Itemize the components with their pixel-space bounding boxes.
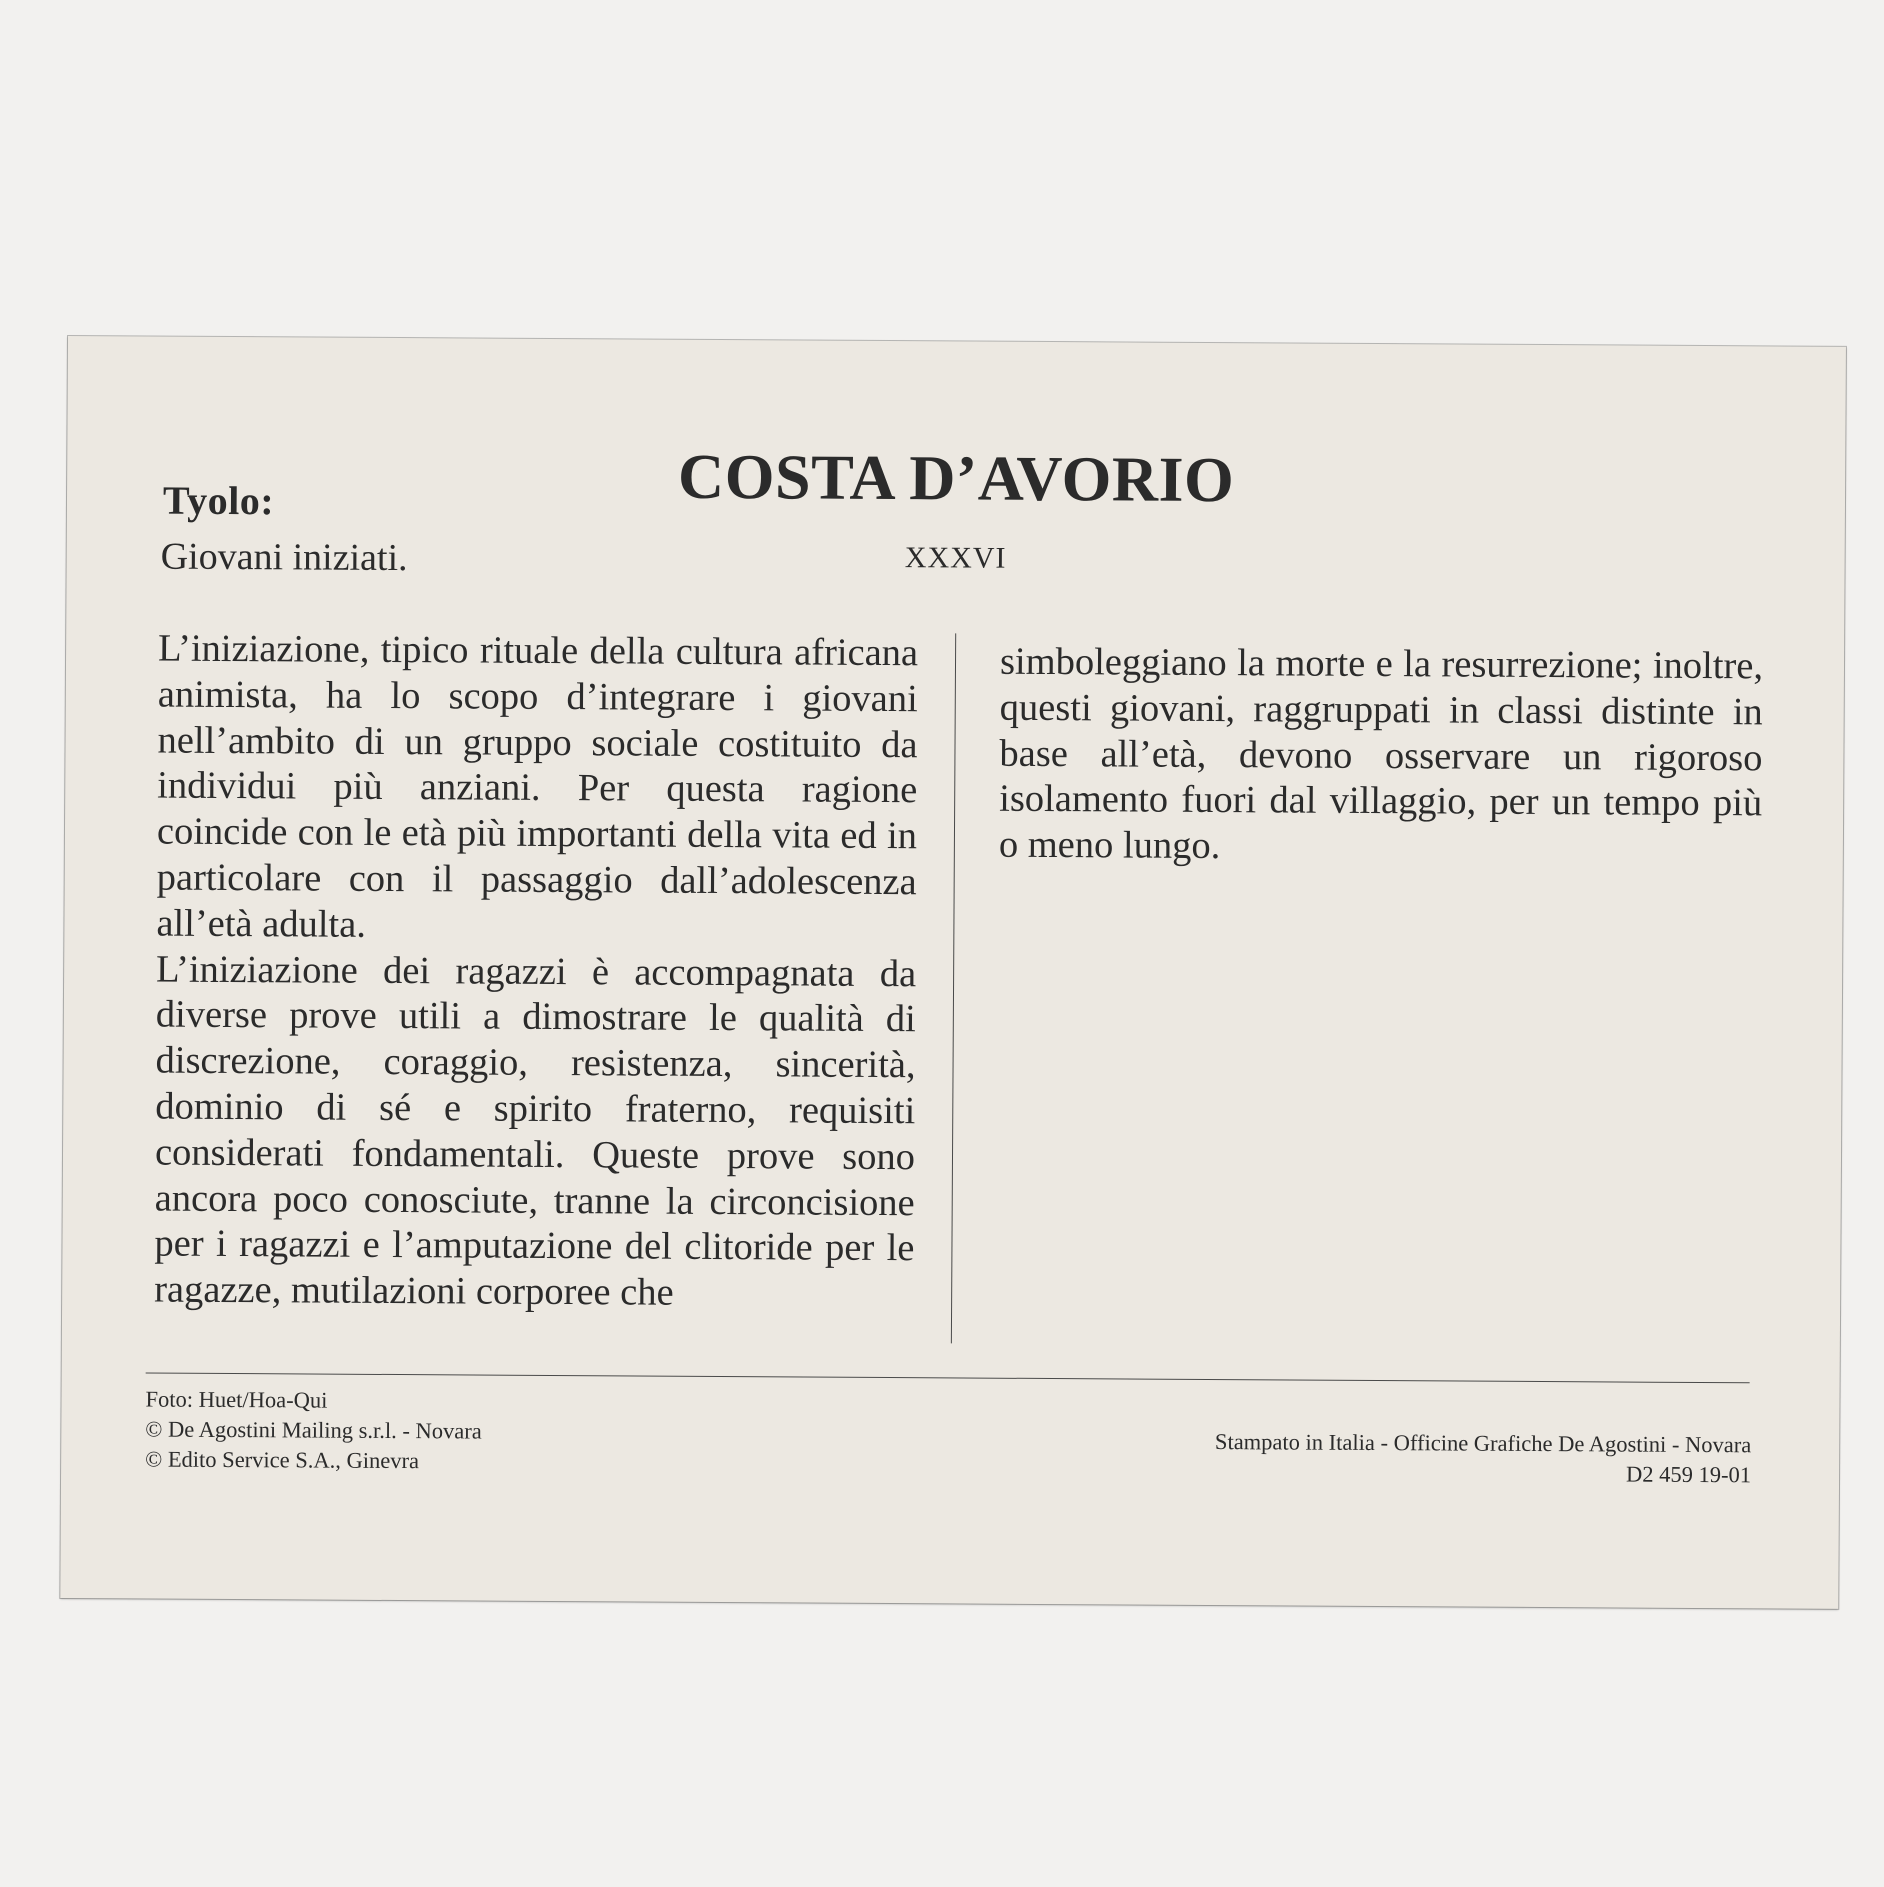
footer-divider bbox=[146, 1372, 1750, 1383]
printer-line: Stampato in Italia - Officine Grafiche De Agostini - Novara bbox=[1214, 1429, 1752, 1458]
photo-credit: Foto: Huet/Hoa-Qui bbox=[145, 1386, 328, 1413]
text-column-right bbox=[999, 640, 1763, 874]
body-paragraph: simboleggiano la morte e la resurrezione; inoltre, questi giovani, raggruppati in classi distinte in base all’età, devono osservare un rigoroso isolamento fuori dal villaggio, per un tempo più o meno lungo. bbox=[998, 640, 1764, 868]
body-paragraph: L’iniziazione, tipico rituale della cultura africana animista, ha lo scopo d’integrare i giovani nell’ambito di un gruppo sociale costituito da individui più anziani. Per questa ragione coincide con le età più importanti della vita ed in particolare con il passaggio dall’adolescenza all’età adulta. bbox=[156, 627, 919, 946]
copyright-line: © De Agostini Mailing s.r.l. - Novara bbox=[145, 1416, 482, 1444]
product-code: D2 459 19-01 bbox=[1626, 1461, 1752, 1488]
postcard-back bbox=[60, 336, 1846, 1609]
body-paragraph: L’iniziazione dei ragazzi è accompagnata da diverse prove utili a dimostrare le qualità di discrezione, coraggio, resistenza, sincerità, dominio di sé e spirito fraterno, requisiti considerati fondamentali. Queste prove sono ancora poco conosciute, tranne la circoncisione per i ragazzi e l’amputazione del clitoride per le ragazze, mutilazioni corporee che bbox=[154, 948, 917, 1314]
credits-block bbox=[145, 1384, 482, 1476]
column-divider bbox=[951, 633, 956, 1343]
subject-name: Tyolo: bbox=[162, 477, 275, 524]
copyright-line: © Edito Service S.A., Ginevra bbox=[145, 1446, 420, 1474]
country-title: COSTA D’AVORIO bbox=[677, 440, 1235, 516]
card-number: XXXVI bbox=[904, 541, 1007, 575]
subject-caption: Giovani iniziati. bbox=[160, 535, 408, 580]
text-column-left bbox=[154, 627, 918, 1319]
print-info-block bbox=[1215, 1427, 1752, 1490]
